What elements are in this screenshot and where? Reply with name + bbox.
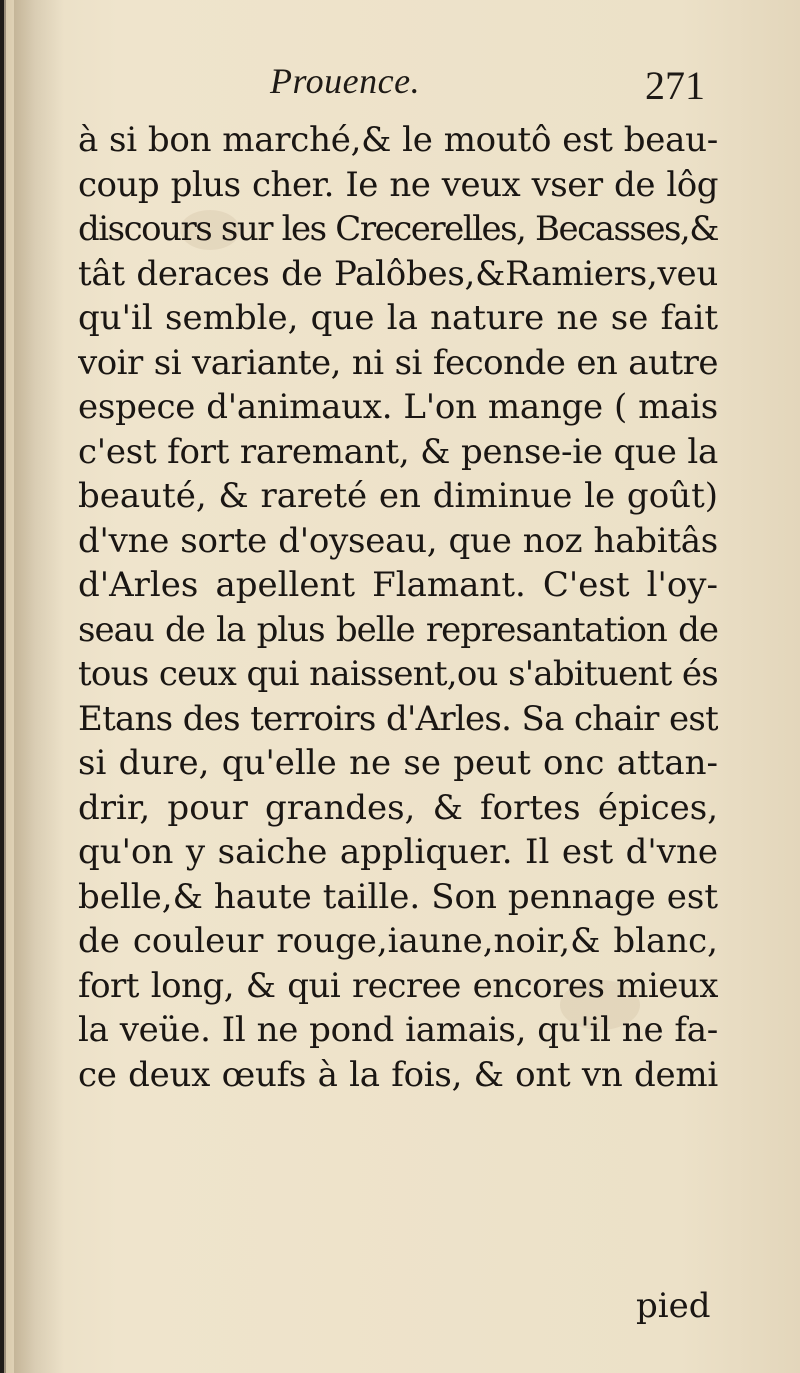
text-line: coup plus cher. Ie ne veux vser de lôg — [78, 164, 718, 205]
body-text — [78, 118, 718, 1097]
text-line: à si bon marché,& le moutô est beau- — [78, 120, 718, 160]
text-line: seau de la plus belle represantation de — [78, 609, 718, 650]
text-line: ce deux œufs à la fois, & ont vn demi — [78, 1054, 718, 1095]
binding-gutter — [0, 0, 14, 1373]
text-line: si dure, qu'elle ne se peut onc attan- — [78, 743, 718, 783]
text-line: qu'il semble, que la nature ne se fait — [78, 298, 718, 338]
text-line: voir si variante, ni si feconde en autre — [78, 342, 718, 383]
text-line: fort long, & qui recree encores mieux — [78, 965, 718, 1006]
text-line: Etans des terroirs d'Arles. Sa chair est — [78, 698, 718, 739]
text-line: qu'on y saiche appliquer. Il est d'vne — [78, 832, 718, 872]
text-line: beauté, & rareté en diminue le goût) — [78, 476, 718, 516]
text-line: tous ceux qui naissent,ou s'abituent és — [78, 654, 718, 694]
text-line: d'vne sorte d'oyseau, que noz habitâs — [78, 520, 718, 561]
text-line: tât deraces de Palôbes,&Ramiers,veu — [78, 253, 718, 294]
text-line: c'est fort raremant, & pense-ie que la — [78, 431, 718, 472]
text-line: la veüe. Il ne pond iamais, qu'il ne fa- — [78, 1010, 718, 1050]
catchword: pied — [636, 1286, 711, 1326]
page-header — [0, 60, 800, 120]
page-number: 271 — [645, 63, 705, 108]
text-line: discours sur les Crecerelles, Becasses,& — [78, 209, 718, 249]
gutter-shadow — [14, 0, 64, 1373]
text-line: d'Arles apellent Flamant. C'est l'oy- — [78, 565, 718, 605]
text-line: espece d'animaux. L'on mange ( mais — [78, 387, 718, 427]
text-line: drir, pour grandes, & fortes épices, — [78, 787, 718, 828]
running-title: Prouence. — [270, 61, 421, 101]
text-line: de couleur rouge,iaune,noir,& blanc, — [78, 921, 718, 961]
text-line: belle,& haute taille. Son pennage est — [78, 876, 718, 917]
